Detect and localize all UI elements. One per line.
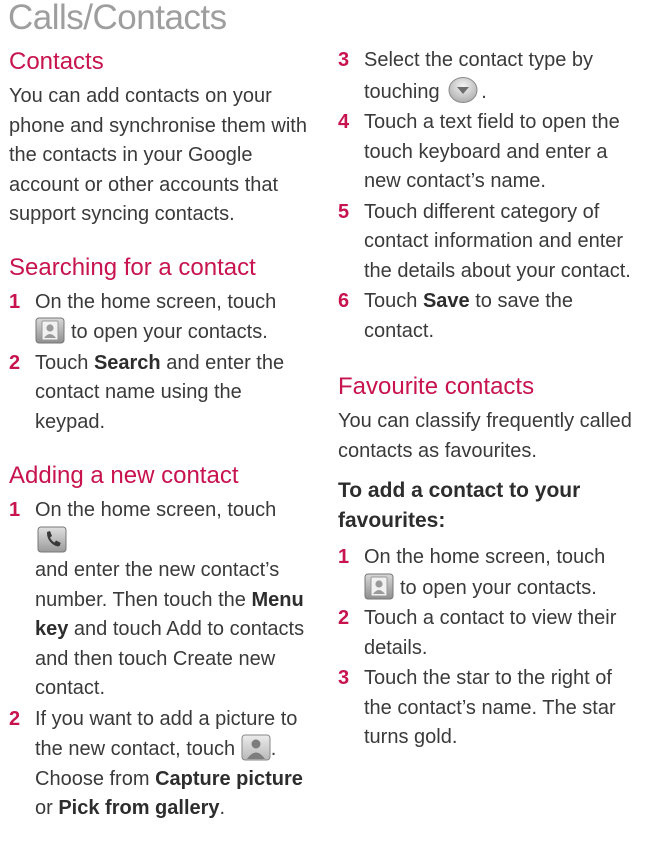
list-item: 6 Touch Save to save the contact. <box>338 287 638 346</box>
list-item: 3 Touch the star to the right of the contact’s name. The star turns gold. <box>338 664 638 753</box>
favourites-heading: Favourite contacts <box>338 373 535 400</box>
step-number: 1 <box>9 499 21 521</box>
searching-section <box>9 252 314 438</box>
list-item: 5 Touch different category of contact information and enter the details about your contact. <box>338 198 638 287</box>
left-column <box>9 46 314 825</box>
dropdown-arrow-icon <box>447 76 479 104</box>
step-number: 1 <box>9 290 21 313</box>
step-number: 2 <box>9 707 21 730</box>
step-number: 6 <box>338 290 350 312</box>
adding-heading: Adding a new contact <box>9 462 239 489</box>
right-column <box>338 46 638 754</box>
favourites-section <box>338 371 638 753</box>
step-number: 2 <box>9 351 21 374</box>
page-title: Calls/Contacts <box>8 0 227 37</box>
list-item: 1 On the home screen, touch to open your contacts. <box>9 288 314 348</box>
contacts-intro: You can add contacts on your phone and synchronise them with the contacts in your Google account or other accounts that support syncing contacts. <box>9 85 307 225</box>
favourites-steps <box>338 543 638 753</box>
list-item: 2 Touch Search and enter the contact name using the keypad. <box>9 349 314 438</box>
list-item: 3 Select the contact type by touching . <box>338 46 638 107</box>
contacts-app-icon <box>364 573 394 600</box>
favourites-subheading: To add a contact to your favourites: <box>338 479 581 532</box>
list-item: 2 If you want to add a picture to the new contact, touch . Choose from Capture picture or Pick from gallery. <box>9 705 314 824</box>
adding-steps <box>9 496 314 824</box>
step-number: 3 <box>338 667 350 689</box>
list-item: 1 On the home screen, touch to open your contacts. <box>338 543 638 603</box>
list-item: 1 On the home screen, touch and enter the new contact’s number. Then touch the Menu key and touch Add to contacts and then touch Create new contact. <box>9 496 314 704</box>
searching-steps <box>9 288 314 438</box>
contacts-section <box>9 46 314 230</box>
step-number: 1 <box>338 546 350 568</box>
searching-heading: Searching for a contact <box>9 253 256 281</box>
contacts-heading: Contacts <box>9 48 104 75</box>
contacts-app-icon <box>35 317 65 344</box>
contact-picture-icon <box>241 734 271 761</box>
favourites-intro: You can classify frequently called contacts as favourites. <box>338 410 632 462</box>
phone-app-icon <box>37 526 67 553</box>
list-item: 4 Touch a text field to open the touch keyboard and enter a new contact’s name. <box>338 108 638 197</box>
list-item: 2 Touch a contact to view their details. <box>338 604 638 663</box>
adding-steps-continued <box>338 46 638 346</box>
step-number: 2 <box>338 607 350 629</box>
adding-section <box>9 460 314 824</box>
step-number: 5 <box>338 200 350 223</box>
step-number: 4 <box>338 111 350 133</box>
step-number: 3 <box>338 49 350 71</box>
